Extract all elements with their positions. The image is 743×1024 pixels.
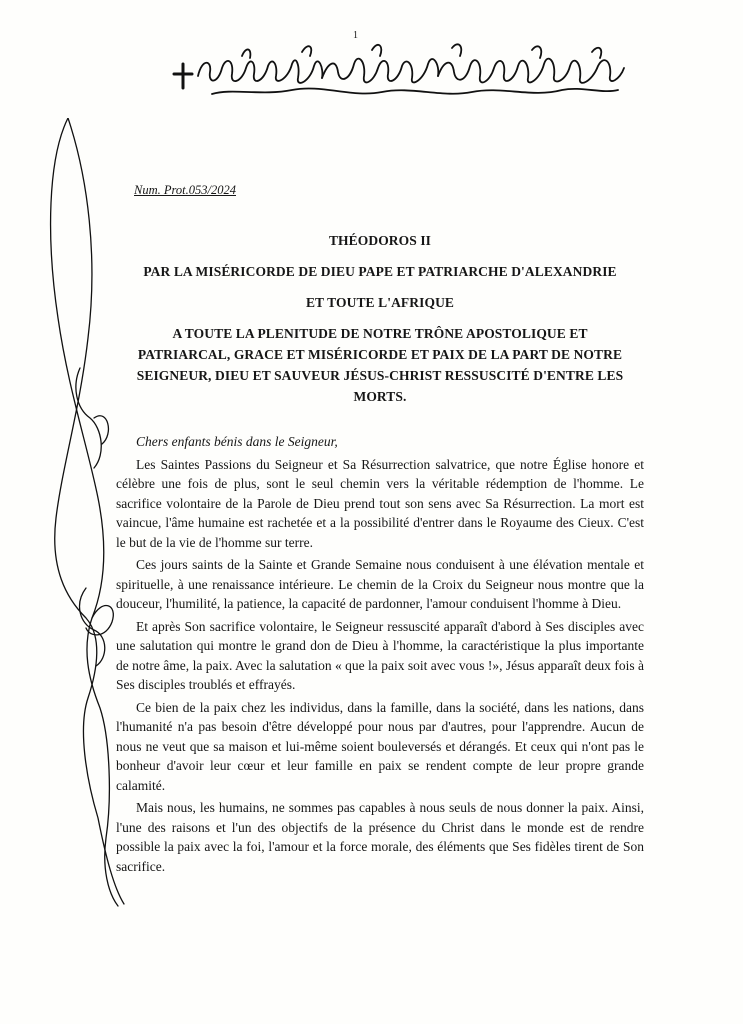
paragraph: Mais nous, les humains, ne sommes pas capables à nous seuls de nous donner la paix. Ainsi, l'une des raisons et l'un des objectifs de la présence du Christ dans le monde est de rendre possible la paix avec la foi, l'amour et la force morale, des éléments que Ses fidèles tirent de Son sacrifice. [116,800,644,874]
paragraph: Les Saintes Passions du Seigneur et Sa Résurrection salvatrice, que notre Église honore et célèbre une fois de plus, sont le seul chemin vers la véritable rédemption de l'homme. Le sacrifice volontaire de la Parole de Dieu prend tout son sens avec Sa Résurrection. La mort est vaincue, l'âme humaine est rachetée et a la possibilité d'entrer dans le Royaume des Cieux. C'est le but de la vie de l'homme sur terre. [116,456,644,550]
letter-heading [120,233,640,407]
salutation: Chers enfants bénis dans le Seigneur, [136,434,338,449]
paragraph: Ce bien de la paix chez les individus, dans la famille, dans la société, dans les nations, dans l'humanité n'a pas besoin d'être développé pour nous par d'autres, pour l'apprendre. Aucun de nous ne veut que sa maison et lui-même soient bouleversés et dérangés. Et ceux qui n'ont pas le bonheur d'avoir leur cœur et leur famille en paix se rendent compte de leur propre grande calamité. [116,699,644,793]
protocol-number: Num. Prot.053/2024 [134,183,236,197]
patriarch-name: THÉODOROS II [328,233,432,248]
letter-body [116,432,644,876]
paragraph: Et après Son sacrifice volontaire, le Seigneur ressuscité apparaît d'abord à Ses disciples avec une salutation qui montre le grand don de Dieu à l'homme, la caractéristique la plus importante de notre âme, la paix. Avec la salutation « que la paix soit avec vous !», Jésus apparaît deux fois à Ses disciples troublés et effrayés. [116,618,644,692]
paragraph: Ces jours saints de la Sainte et Grande Semaine nous conduisent à une élévation mentale et spirituelle, à une renaissance intérieure. Le chemin de la Croix du Seigneur nous montre que la douceur, l'humilité, la patience, la capacité de pardonner, l'amour conduisent l'homme à Dieu. [116,557,644,611]
letter-address: A TOUTE LA PLENITUDE DE NOTRE TRÔNE APOSTOLIQUE ET PATRIARCAL, GRACE ET MISÉRICORDE ET PAIX DE LA PART DE NOTRE SEIGNEUR, DIEU ET SAUVEUR JÉSUS-CHRIST RESSUSCITÉ D'ENTRE LES MORTS. [136,326,624,404]
patriarch-title: PAR LA MISÉRICORDE DE DIEU PAPE ET PATRIARCHE D'ALEXANDRIE [143,264,617,279]
patriarch-region: ET TOUTE L'AFRIQUE [305,295,455,310]
handwritten-signature-icon [172,38,632,108]
page-number: 1 [353,30,358,41]
